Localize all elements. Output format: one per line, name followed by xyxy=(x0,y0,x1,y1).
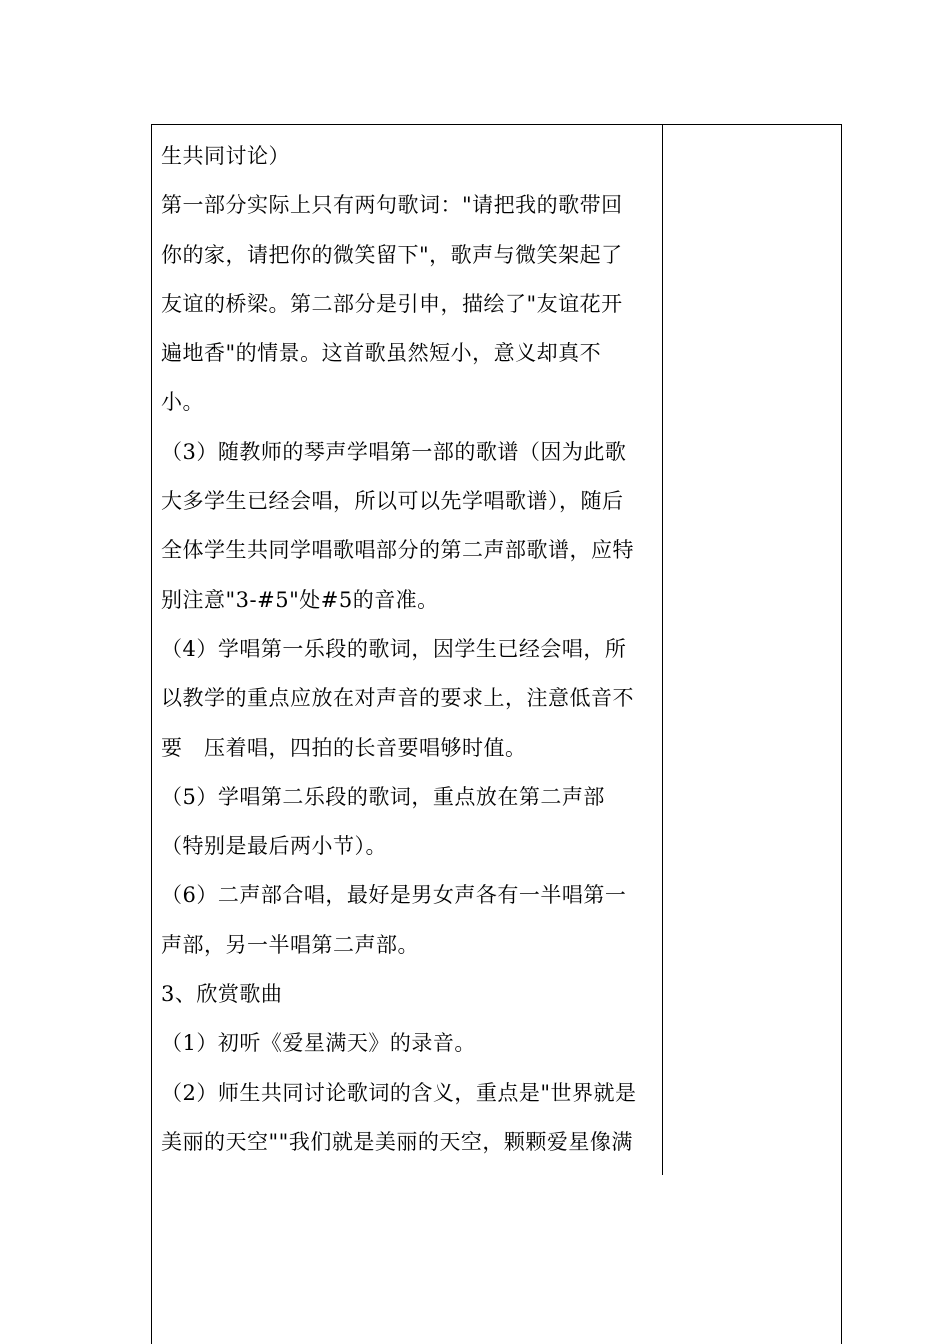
text-line: 小。 xyxy=(161,390,204,415)
text-line: 声部，另一半唱第二声部。 xyxy=(161,932,419,957)
text-line: （5）学唱第二乐段的歌词，重点放在第二声部 xyxy=(161,784,605,809)
text-line: 大多学生已经会唱，所以可以先学唱歌谱），随后 xyxy=(161,489,624,514)
text-line: 别注意"3-#5"处#5的音准。 xyxy=(161,587,439,612)
text-line: （2）师生共同讨论歌词的含义，重点是"世界就是 xyxy=(161,1080,637,1105)
lesson-table xyxy=(151,124,842,1344)
text-line: 友谊的桥梁。第二部分是引申，描绘了"友谊花开 xyxy=(161,291,623,316)
text-line: 美丽的天空""我们就是美丽的天空，颗颗爱星像满 xyxy=(161,1129,633,1154)
text-line: 第一部分实际上只有两句歌词："请把我的歌带回 xyxy=(161,193,623,218)
column-divider xyxy=(662,125,663,1175)
text-line: 你的家，请把你的微笑留下"，歌声与微笑架起了 xyxy=(161,242,623,267)
text-line: （1）初听《爱星满天》的录音。 xyxy=(161,1031,476,1056)
text-line: 以教学的重点应放在对声音的要求上，注意低音不 xyxy=(161,686,634,711)
text-line: 全体学生共同学唱歌唱部分的第二声部歌谱，应特 xyxy=(161,538,634,563)
text-line: 要 压着唱，四拍的长音要唱够时值。 xyxy=(161,735,527,760)
text-line: 3、欣赏歌曲 xyxy=(161,982,283,1007)
text-line: 遍地香"的情景。这首歌虽然短小，意义却真不 xyxy=(161,341,602,366)
text-line: （4）学唱第一乐段的歌词，因学生已经会唱，所 xyxy=(161,636,627,661)
lesson-content-cell xyxy=(161,132,656,1167)
text-line: （3）随教师的琴声学唱第一部的歌谱（因为此歌 xyxy=(161,439,627,464)
text-line: 生共同讨论） xyxy=(161,144,290,168)
text-line: （6）二声部合唱，最好是男女声各有一半唱第一 xyxy=(161,883,627,908)
text-line: （特别是最后两小节）。 xyxy=(161,834,387,859)
